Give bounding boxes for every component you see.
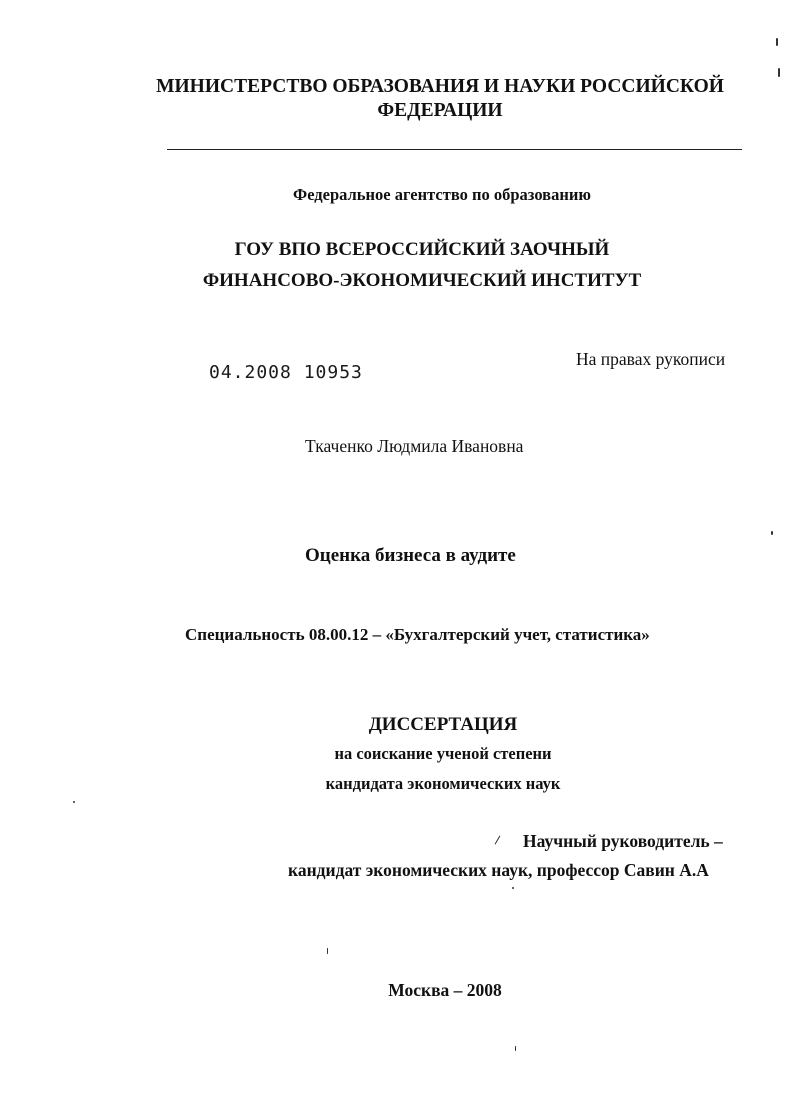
scan-speck <box>515 1046 516 1051</box>
dissertation-title: Оценка бизнеса в аудите <box>305 545 516 566</box>
scan-speck <box>776 38 778 46</box>
specialty: Специальность 08.00.12 – «Бухгалтерский учет, статистика» <box>185 625 650 644</box>
author-name: Ткаченко Людмила Ивановна <box>305 436 524 456</box>
scan-speck <box>73 801 75 803</box>
scan-speck <box>327 948 328 954</box>
ministry-heading: МИНИСТЕРСТВО ОБРАЗОВАНИЯ И НАУКИ РОССИЙСКОЙ ФЕДЕРАЦИИ <box>156 76 724 121</box>
degree-line2: кандидата экономических наук <box>325 774 561 793</box>
scan-speck <box>495 835 501 844</box>
header-divider <box>167 149 742 150</box>
scan-speck <box>778 68 780 77</box>
registry-stamp: 04.2008 10953 <box>209 362 363 383</box>
supervisor-details: кандидат экономических наук, профессор Савин А.А <box>288 860 709 880</box>
agency-name: Федеральное агентство по образованию <box>293 185 591 204</box>
city-year: Москва – 2008 <box>388 980 502 1000</box>
dissertation-heading: ДИССЕРТАЦИЯ <box>368 714 518 735</box>
institute-name-line2: ФИНАНСОВО-ЭКОНОМИЧЕСКИЙ ИНСТИТУТ <box>202 270 642 291</box>
degree-line1: на соискание ученой степени <box>334 744 552 763</box>
institute-name-line1: ГОУ ВПО ВСЕРОССИЙСКИЙ ЗАОЧНЫЙ <box>234 239 610 260</box>
scan-speck <box>512 887 514 889</box>
supervisor-label: Научный руководитель – <box>523 831 723 851</box>
rights-note: На правах рукописи <box>576 349 726 369</box>
scan-speck <box>771 531 773 535</box>
